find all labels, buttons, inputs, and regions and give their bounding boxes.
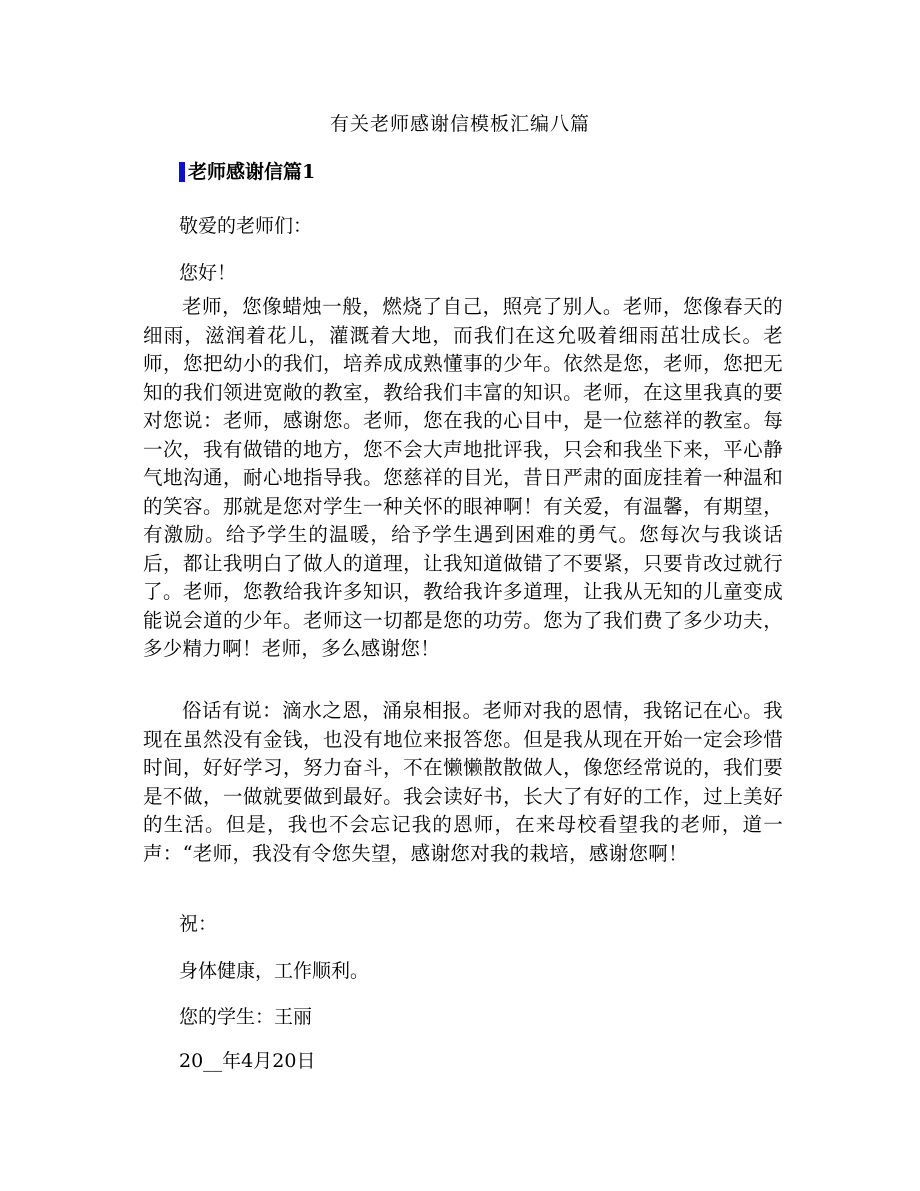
salutation: 敬爱的老师们： <box>179 215 313 237</box>
signature: 您的学生：王丽 <box>179 1006 313 1028</box>
wish: 身体健康，工作顺利。 <box>179 960 370 982</box>
body-paragraph-1: 老师，您像蜡烛一般，燃烧了自己，照亮了别人。老师，您像春天的细雨，滋润着花儿，灌溉着大地，而我们在这允吸着细雨茁壮成长。老师，您把幼小的我们，培养成成熟懂事的少年。依然是您，老师，您把无知的我们领进宽敞的教室，教给我们丰富的知识。老师，在这里我真的要对您说：老师，感谢您。老师，您在我的心目中，是一位慈祥的教室。每一次，我有做错的地方，您不会大声地批评我，只会和我坐下来，平心静气地沟通，耐心地指导我。您慈祥的目光，昔日严肃的面庞挂着一种温和的笑容。那就是您对学生一种关怀的眼神啊！有关爱，有温馨，有期望，有激励。给予学生的温暖，给予学生遇到困难的勇气。您每次与我谈话后，都让我明白了做人的道理，让我知道做错了不要紧，只要肯改过就行了。老师，您教给我许多知识，教给我许多道理，让我从无知的儿童变成能说会道的少年。老师这一切都是您的功劳。您为了我们费了多少功夫，多少精力啊！老师，多么感谢您！ <box>143 295 783 660</box>
body-paragraph-2: 俗话有说：滴水之恩，涌泉相报。老师对我的恩情，我铭记在心。我现在虽然没有金钱，也没有地位来报答您。但是我从现在开始一定会珍惜时间，好好学习，努力奋斗，不在懒懒散散做人，像您经常说的，我们要是不做，一做就要做到最好。我会读好书，长大了有好的工作，过上美好的生活。但是，我也不会忘记我的恩师，在来母校看望我的老师，道一声：“老师，我没有令您失望，感谢您对我的栽培，感谢您啊！ <box>143 699 783 865</box>
closing: 祝： <box>179 913 218 935</box>
section-heading <box>179 158 315 186</box>
date: 20__年4月20日 <box>179 1050 316 1072</box>
greeting: 您好！ <box>179 262 237 284</box>
section-heading-text: 老师感谢信篇1 <box>188 161 316 183</box>
heading-marker-bar <box>179 162 185 182</box>
document-title: 有关老师感谢信模板汇编八篇 <box>329 113 590 135</box>
